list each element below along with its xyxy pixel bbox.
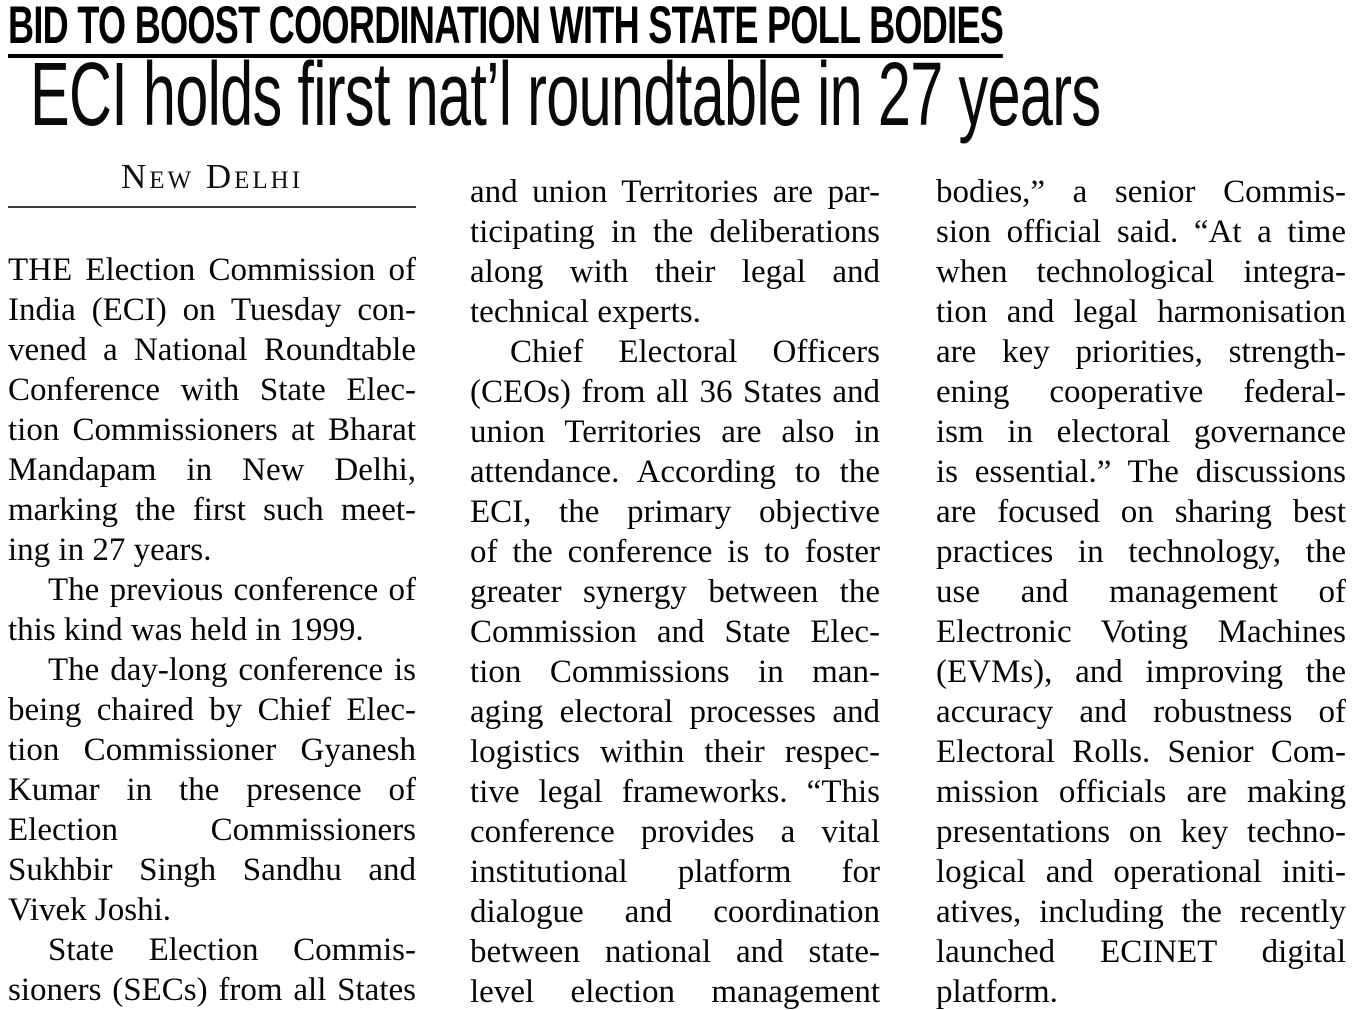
body-line: (EVMs), and improving the bbox=[936, 654, 1346, 690]
body-line: accuracy and robustness of bbox=[936, 694, 1346, 730]
body-line: vened a National Roundtable bbox=[8, 332, 416, 368]
column-body bbox=[470, 172, 880, 1010]
body-line: Election Commissioners bbox=[8, 812, 416, 848]
body-line: launched ECINET digital bbox=[936, 934, 1346, 970]
body-line: dialogue and coordination bbox=[470, 894, 880, 930]
body-line: ECI, the primary objective bbox=[470, 494, 880, 530]
body-line: logical and operational initi- bbox=[936, 854, 1346, 890]
body-line: platform. bbox=[936, 974, 1058, 1010]
body-line: tion and legal harmonisation bbox=[936, 294, 1346, 330]
body-line: ing in 27 years. bbox=[8, 532, 212, 568]
body-line: technical experts. bbox=[470, 294, 701, 330]
body-line: union Territories are also in bbox=[470, 414, 880, 450]
body-line: this kind was held in 1999. bbox=[8, 612, 364, 648]
body-line: presentations on key techno- bbox=[936, 814, 1346, 850]
body-line: Vivek Joshi. bbox=[8, 892, 172, 928]
body-line: atives, including the recently bbox=[936, 894, 1346, 930]
body-line: use and management of bbox=[936, 574, 1346, 610]
body-line: tion Commissions in man- bbox=[470, 654, 880, 690]
body-line: being chaired by Chief Elec- bbox=[8, 692, 416, 728]
body-line: along with their legal and bbox=[470, 254, 880, 290]
kicker-text: BID TO BOOST COORDINATION WITH STATE POLL BODIES bbox=[8, 2, 1003, 58]
body-line: tion Commissioners at Bharat bbox=[8, 412, 416, 448]
body-line: Electoral Rolls. Senior Com- bbox=[936, 734, 1346, 770]
body-line: ening cooperative federal- bbox=[936, 374, 1346, 410]
body-line: when technological integra- bbox=[936, 254, 1346, 290]
body-line: THE Election Commission of bbox=[8, 252, 416, 288]
body-line: The day-long conference is bbox=[48, 652, 416, 688]
body-line: Chief Electoral Officers bbox=[510, 334, 880, 370]
article-column-2 bbox=[470, 172, 880, 1010]
body-line: Sukhbir Singh Sandhu and bbox=[8, 852, 416, 888]
body-line: India (ECI) on Tuesday con- bbox=[8, 292, 416, 328]
body-line: aging electoral processes and bbox=[470, 694, 880, 730]
body-line: Conference with State Elec- bbox=[8, 372, 416, 408]
body-line: tion Commissioner Gyanesh bbox=[8, 732, 416, 768]
headline-text: ECI holds first nat’l roundtable in 27 years bbox=[30, 45, 1101, 145]
body-line: of the conference is to foster bbox=[470, 534, 880, 570]
body-line: is essential.” The discussions bbox=[936, 454, 1346, 490]
article-column-3 bbox=[936, 172, 1346, 1010]
dateline: New Delhi bbox=[120, 157, 304, 196]
body-line: bodies,” a senior Commis- bbox=[936, 174, 1346, 210]
body-line: ticipating in the deliberations bbox=[470, 214, 880, 250]
body-line: greater synergy between the bbox=[470, 574, 880, 610]
body-line: attendance. According to the bbox=[470, 454, 880, 490]
headline bbox=[30, 44, 1354, 146]
body-line: logistics within their respec- bbox=[470, 734, 880, 770]
dateline-rule bbox=[8, 206, 416, 208]
body-line: Commission and State Elec- bbox=[470, 614, 880, 650]
body-line: practices in technology, the bbox=[936, 534, 1346, 570]
body-line: tive legal frameworks. “This bbox=[470, 774, 880, 810]
body-line: sion official said. “At a time bbox=[936, 214, 1346, 250]
body-line: are focused on sharing best bbox=[936, 494, 1346, 530]
column-body bbox=[936, 172, 1346, 1010]
body-line: mission officials are making bbox=[936, 774, 1346, 810]
body-line: Mandapam in New Delhi, bbox=[8, 452, 416, 488]
body-line: Electronic Voting Machines bbox=[936, 614, 1346, 650]
body-line: State Election Commis- bbox=[48, 932, 416, 968]
column-body bbox=[8, 250, 416, 1010]
body-line: (CEOs) from all 36 States and bbox=[470, 374, 880, 410]
body-line: are key priorities, strength- bbox=[936, 334, 1346, 370]
body-line: institutional platform for bbox=[470, 854, 880, 890]
body-line: sioners (SECs) from all States bbox=[8, 972, 416, 1008]
body-line: The previous conference of bbox=[48, 572, 416, 608]
body-line: ism in electoral governance bbox=[936, 414, 1346, 450]
body-line: between national and state- bbox=[470, 934, 880, 970]
body-line: level election management bbox=[470, 974, 880, 1010]
body-line: marking the first such meet- bbox=[8, 492, 416, 528]
body-line: Kumar in the presence of bbox=[8, 772, 416, 808]
body-line: and union Territories are par- bbox=[470, 174, 880, 210]
body-line: conference provides a vital bbox=[470, 814, 880, 850]
article-column-1 bbox=[8, 156, 416, 1010]
